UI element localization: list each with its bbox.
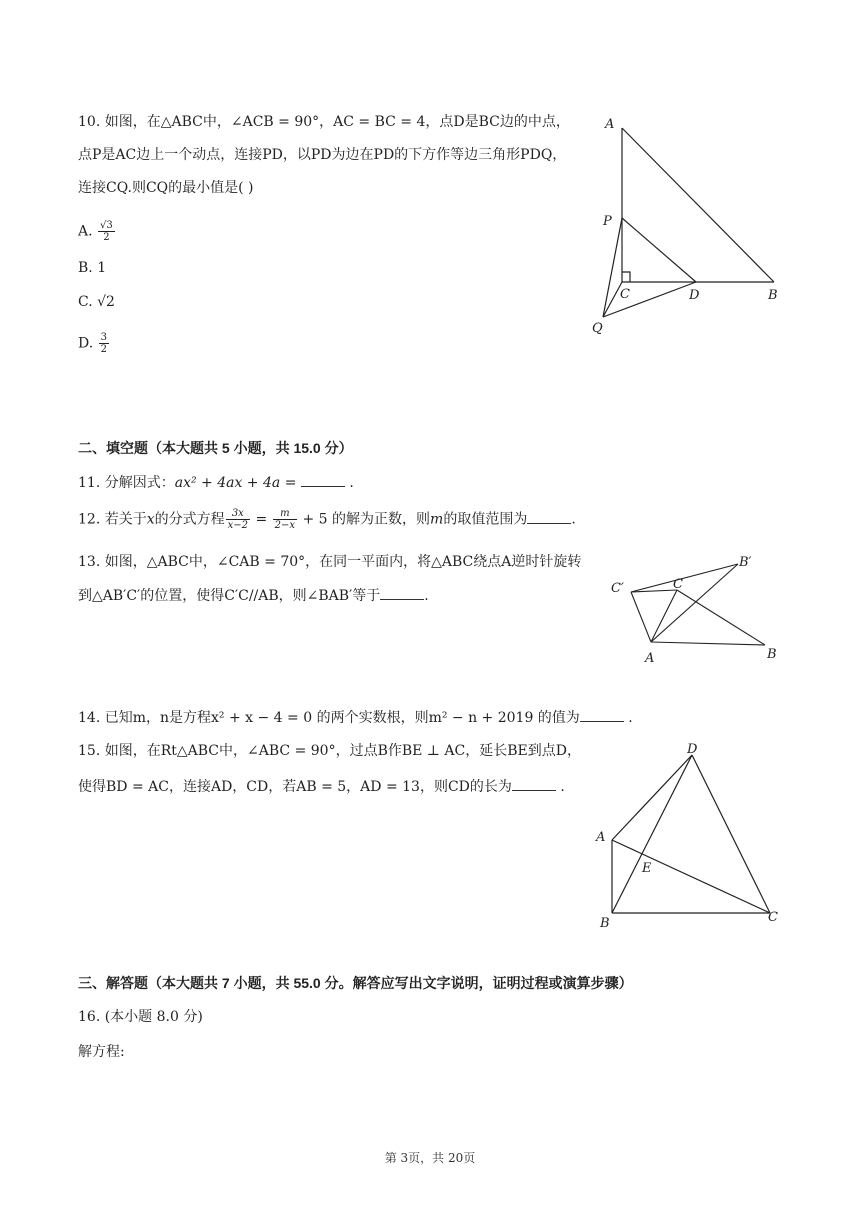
fig10-label-a: A (605, 117, 615, 132)
q13-end: . (424, 588, 429, 604)
option-d-denominator: 2 (100, 344, 108, 355)
q12-f2-numerator: m (273, 508, 297, 520)
q12-answer-blank[interactable] (527, 509, 571, 524)
q14-end: . (623, 710, 633, 726)
q12-var-m: m (430, 511, 444, 528)
q12-end: . (571, 511, 576, 528)
option-c-value: √2 (97, 294, 115, 310)
section-2-title: 二、填空题（本大题共 5 小题，共 15.0 分） (78, 440, 353, 456)
q11 (78, 472, 354, 493)
q15-line1: 15. 如图，在Rt△ABC中，∠ABC = 90°，过点B作BE ⊥ AC，延长BE到点D， (78, 743, 581, 759)
section-3-title: 三、解答题（本大题共 7 小题，共 55.0 分。解答应写出文字说明，证明过程或演算步骤） (78, 975, 633, 991)
option-d-numerator: 3 (100, 332, 108, 343)
option-a-denominator: 2 (103, 232, 110, 243)
q12-post: 的取值范围为 (443, 511, 528, 528)
q10-line1: 10. 如图，在△ABC中，∠ACB = 90°，AC = BC = 4，点D是BC边的中点， (78, 114, 570, 130)
fig10-label-d: D (689, 288, 700, 303)
fig13-label-b-prime: B′ (739, 555, 752, 570)
page-footer: 第 3页，共 20页 (384, 1151, 476, 1165)
fig15-label-b: B (600, 916, 610, 931)
q10-option-a (78, 220, 116, 243)
q12-var-x: x (146, 511, 155, 528)
q12-f1-numerator: 3x (226, 508, 250, 520)
q13-line1: 13. 如图，△ABC中，∠CAB = 70°，在同一平面内，将△ABC绕点A逆时针旋转 (78, 554, 582, 570)
q15-end: . (555, 779, 565, 795)
q11-expression: ax² + 4ax + 4a = (174, 475, 301, 491)
q12-f1-denominator: x−2 (227, 520, 249, 531)
q16-body: 解方程: (78, 1044, 125, 1060)
fig10-label-q: Q (592, 321, 603, 336)
q13-figure (605, 550, 805, 670)
q11-answer-blank[interactable] (301, 472, 345, 487)
q10-option-c (78, 292, 115, 312)
q12-fraction-1 (226, 508, 250, 531)
q14-text: 14. 已知m，n是方程x² + x − 4 = 0 的两个实数根，则m² − n + 2019 的值为 (78, 710, 580, 726)
option-c-label: C. (78, 294, 93, 310)
fig15-label-e: E (642, 861, 652, 876)
q10-option-b: B. 1 (78, 260, 107, 276)
q15-answer-blank[interactable] (512, 776, 556, 791)
option-a-numerator: √3 (100, 220, 113, 231)
q10-figure (585, 110, 795, 350)
q11-suffix: . (344, 475, 354, 491)
q13-line2-text: 到△AB′C′的位置，使得C′C//AB，则∠BAB′等于 (78, 588, 381, 604)
q12-fraction-2 (273, 508, 297, 531)
fig15-label-a: A (596, 830, 606, 845)
q12-equals: = (251, 511, 272, 528)
q12 (78, 508, 576, 531)
q10-line2: 点P是AC边上一个动点，连接PD，以PD为边在PD的下方作等边三角形PDQ， (78, 147, 567, 163)
q12-tail: + 5 的解为正数，则 (298, 511, 431, 528)
fig13-label-b: B (767, 647, 777, 662)
option-a-fraction (98, 220, 115, 243)
fig10-label-b: B (768, 288, 778, 303)
q10-line3: 连接CQ.则CQ的最小值是( ) (78, 180, 254, 196)
option-d-label: D. (78, 335, 94, 352)
q12-f2-denominator: 2−x (274, 520, 296, 531)
fig15-label-d: D (687, 742, 698, 757)
q13-line2 (78, 585, 429, 606)
q13-answer-blank[interactable] (380, 585, 424, 600)
fig15-label-c: C (768, 910, 778, 925)
option-a-label: A. (78, 223, 93, 240)
fig13-label-c-prime: C′ (611, 581, 624, 596)
fig13-label-c: C (673, 577, 683, 592)
fig13-label-a: A (645, 651, 655, 666)
q12-mid: 的分式方程 (154, 511, 225, 528)
fig10-label-p: P (603, 214, 612, 229)
q14 (78, 707, 633, 728)
q15-line2-text: 使得BD = AC，连接AD，CD，若AB = 5，AD = 13，则CD的长为 (78, 779, 512, 795)
fig10-label-c: C (620, 287, 630, 302)
q15-figure (590, 735, 790, 935)
q11-prefix: 11. 分解因式： (78, 475, 175, 491)
q10-option-d (78, 332, 110, 355)
q15-line2 (78, 776, 565, 797)
q14-answer-blank[interactable] (580, 707, 624, 722)
q12-prefix: 12. 若关于 (78, 511, 147, 528)
q16-header: 16. (本小题 8.0 分) (78, 1009, 203, 1025)
option-d-fraction (99, 332, 109, 355)
